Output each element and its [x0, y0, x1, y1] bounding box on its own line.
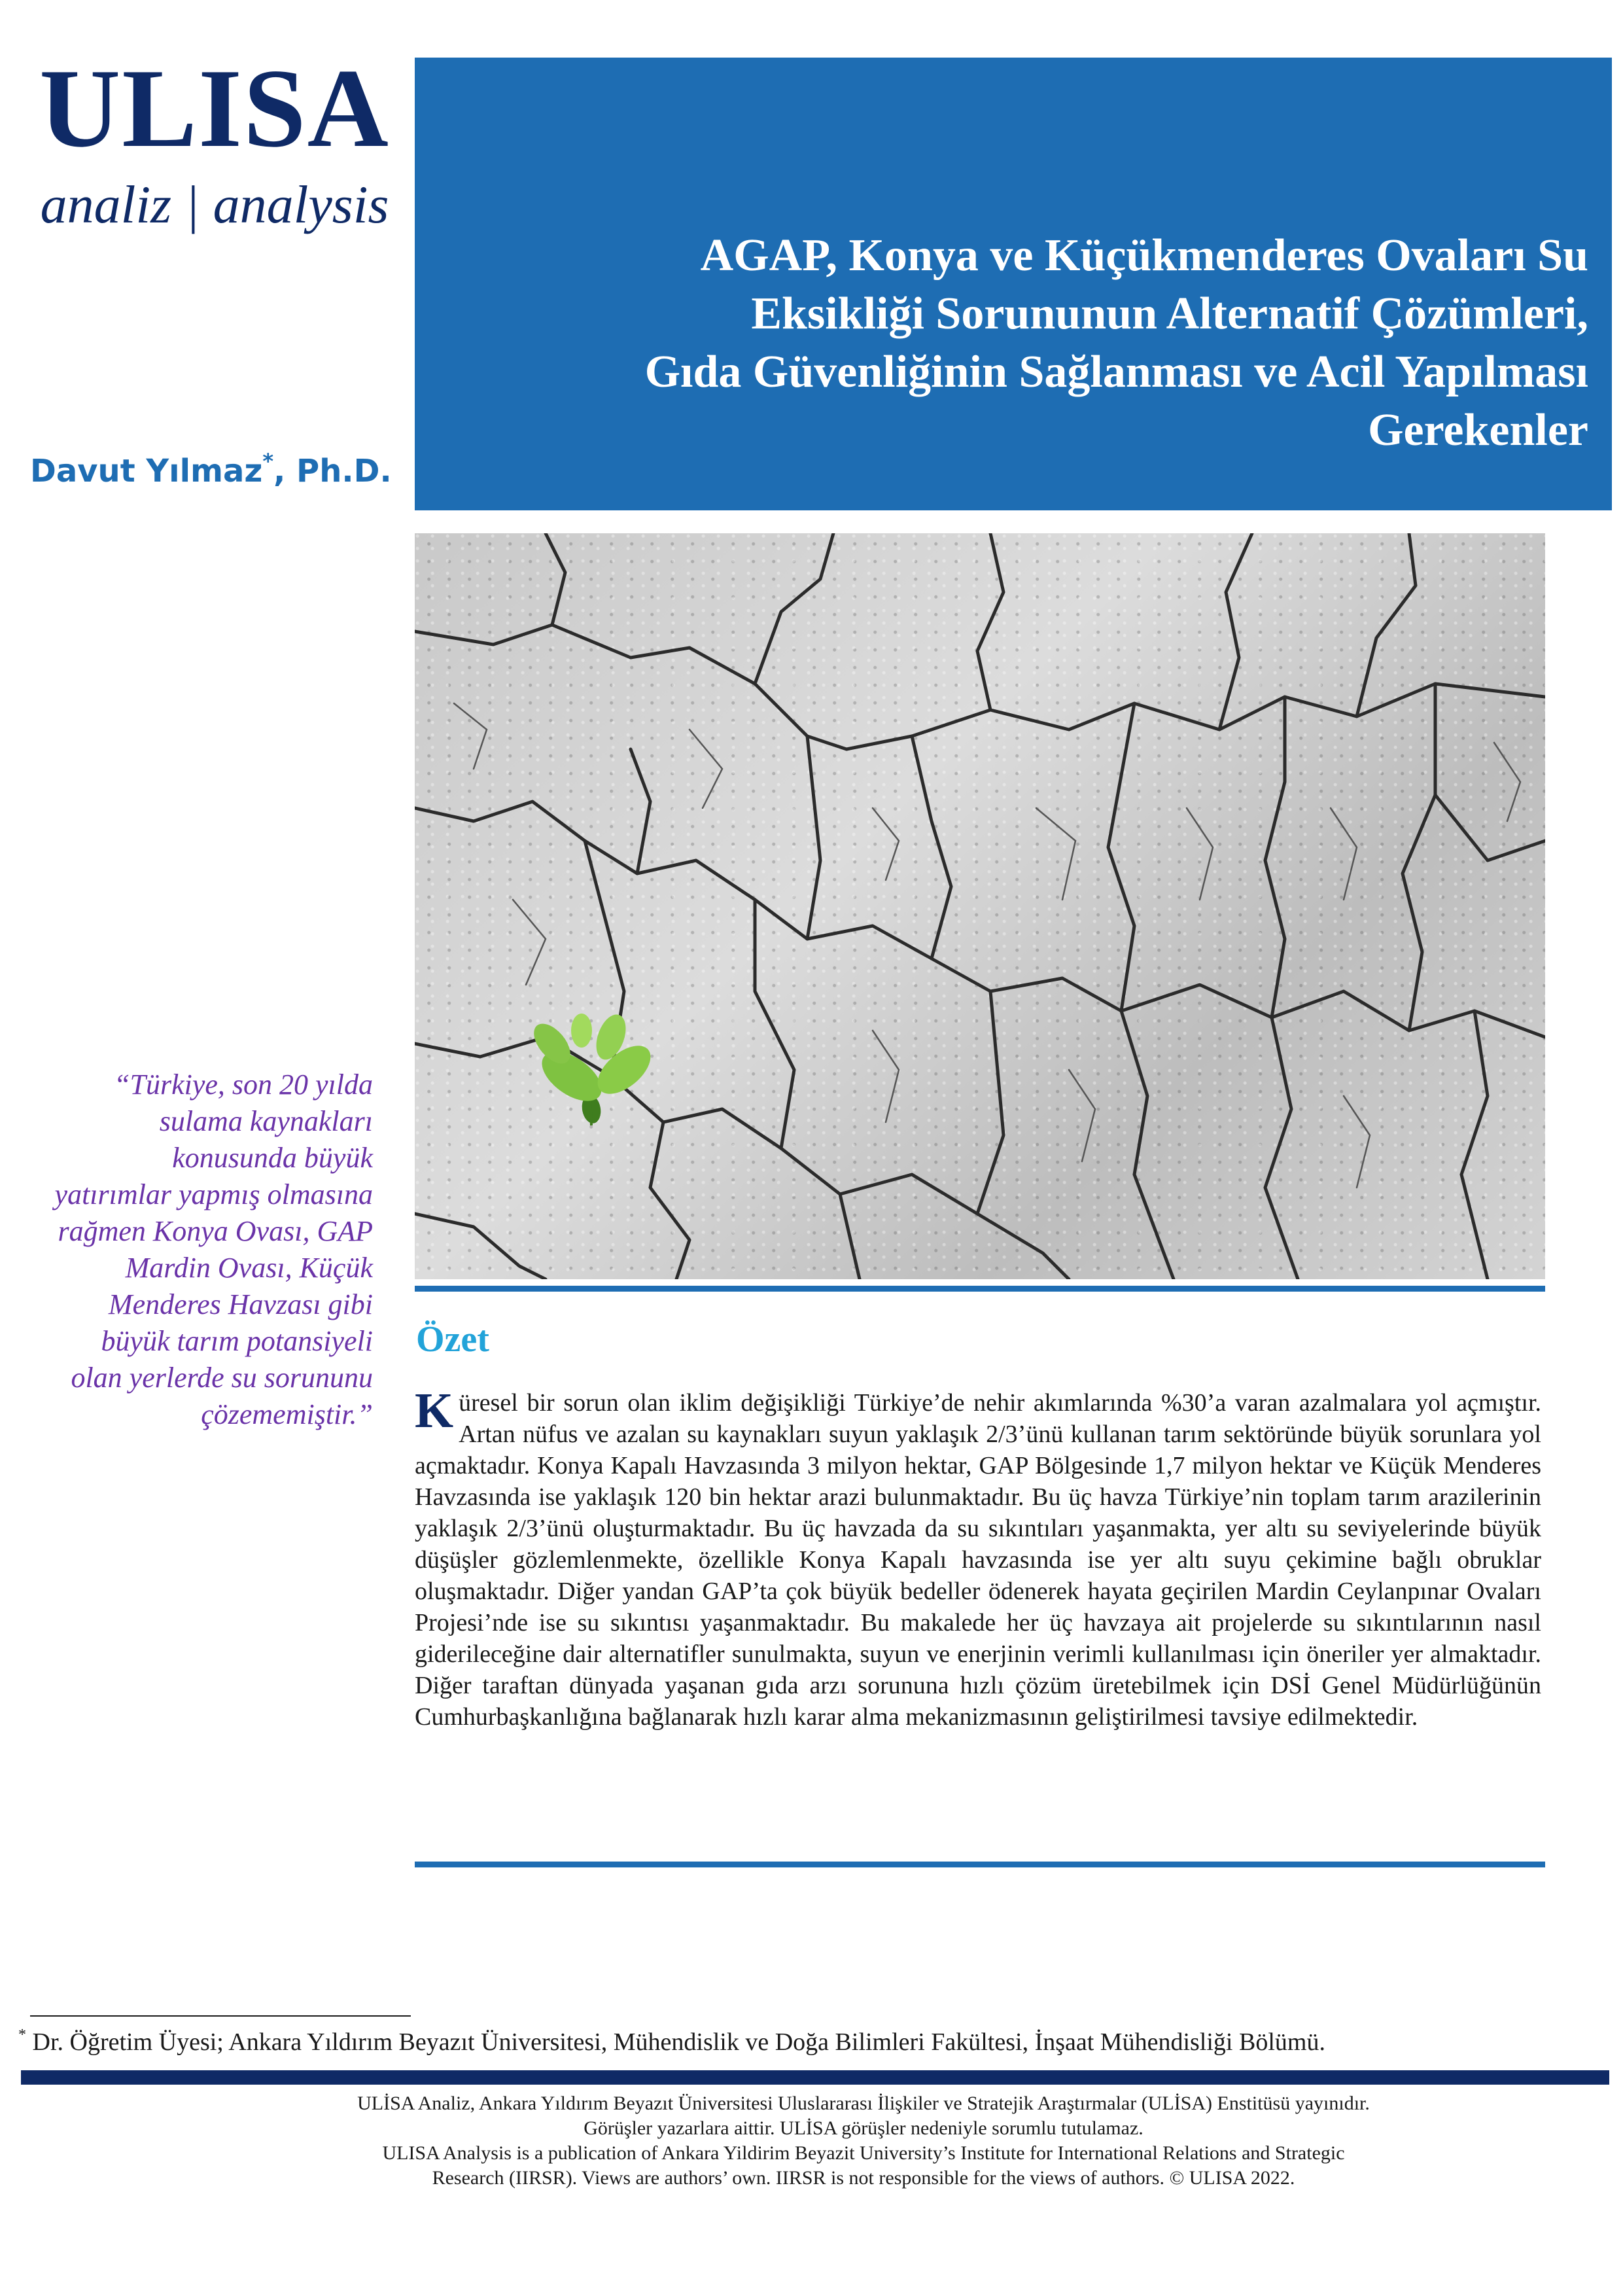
pull-quote: “Türkiye, son 20 yılda sulama kaynakları konusunda büyük yatırımlar yapmış olmasına rağmen Konya Ovası, GAP Mardin Ovası, Küçük Menderes Havzası gibi büyük tarım potansiyeli olan yerlerde su sorununu çözememiştir.” [54, 1069, 373, 1430]
summary-dropcap: K [415, 1383, 454, 1438]
footnote-mark: * [18, 2026, 26, 2043]
author-byline [30, 451, 396, 491]
cracked-earth-seedling-icon [415, 533, 1545, 1279]
ulisa-logo-tagline: analiz | analysis [40, 175, 389, 234]
author-degree: , Ph.D. [273, 453, 392, 489]
author-footnote-mark: * [262, 449, 274, 474]
title-line: AGAP, Konya ve Küçükmenderes Ovaları Su [700, 230, 1588, 281]
colophon-line: Görüşler yazarlara aittir. ULİSA görüşler nedeniyle sorumlu tutulamaz. [584, 2117, 1143, 2139]
title-line: Eksikliği Sorununun Alternatif Çözümleri, [751, 289, 1588, 339]
summary-bottom-rule [415, 1862, 1545, 1867]
title-line: Gerekenler [1368, 405, 1588, 455]
footnote-text: Dr. Öğretim Üyesi; Ankara Yıldırım Beyazıt Üniversitesi, Mühendislik ve Doğa Bilimleri Fakültesi, İnşaat Mühendisliği Bölümü. [26, 2028, 1325, 2056]
publication-colophon [262, 2091, 1465, 2191]
summary-body [415, 1383, 1541, 1733]
colophon-line: ULISA Analysis is a publication of Ankara Yildirim Beyazit University’s Institute for International Relations and Strategic [382, 2142, 1345, 2164]
summary-top-rule [415, 1286, 1545, 1292]
summary-text: üresel bir sorun olan iklim değişikliği Türkiye’de nehir akımlarında %30’a varan azalmalara yol açmıştır. Artan nüfus ve azalan su kaynakları suyun yaklaşık 2/3’ünü kullanan tarım sektöründe büyük sorunlara yol açmaktadır. Konya Kapalı Havzasında 3 milyon hektar, GAP Bölgesinde 1,7 milyon hektar ve Küçük Menderes Havzasında ise yaklaşık 120 bin hektar arazi bulunmaktadır. Bu üç havza Türkiye’nin toplam tarım arazilerinin yaklaşık 2/3’ünü oluşturmaktadır. Bu üç havzada da su sıkıntıları yaşanmakta, yer altı su seviyelerinde büyük düşüşler gözlemlenmekte, özellikle Konya Kapalı havzasında ise yer altı suyu çekimine bağlı obruklar oluşmaktadır. Diğer yandan GAP’ta çok büyük bedeller ödenerek hayata geçirilen Mardin Ceylanpınar Ovaları Projesi’nde ise su sıkıntısı yaşanmaktadır. Bu makalede her üç havzaya ait projelerde su sıkıntılarının nasıl giderileceğine dair alternatifler sunulmakta, suyun ve enerjinin verimli kullanılması için öneriler yer almaktadır. Diğer taraftan dünyada yaşanan gıda arzı sorununa hızlı çözüm üretebilmek için DSİ Genel Müdürlüğünün Cumhurbaşkanlığına bağlanarak hızlı karar alma mekanizmasının geliştirilmesi tavsiye edilmektedir. [415, 1389, 1541, 1731]
footer-bar [21, 2070, 1609, 2085]
colophon-line: ULİSA Analiz, Ankara Yıldırım Beyazıt Üniversitesi Uluslararası İlişkiler ve Stratejik Araştırmalar (ULİSA) Enstitüsü yayınıdır. [357, 2093, 1370, 2114]
author-name: Davut Yılmaz [30, 453, 263, 489]
cracked-earth-seedling-photo [415, 533, 1545, 1279]
footnote-divider [30, 2015, 411, 2017]
author-footnote [18, 2026, 1588, 2058]
ulisa-logo-wordmark: ULISA [39, 46, 390, 171]
summary-heading: Özet [416, 1319, 489, 1360]
title-line: Gıda Güvenliğinin Sağlanması ve Acil Yapılması [644, 347, 1588, 397]
title-banner [415, 58, 1612, 510]
colophon-line: Research (IIRSR). Views are authors’ own. IIRSR is not responsible for the views of authors. © ULISA 2022. [432, 2167, 1295, 2189]
article-title [437, 226, 1588, 459]
